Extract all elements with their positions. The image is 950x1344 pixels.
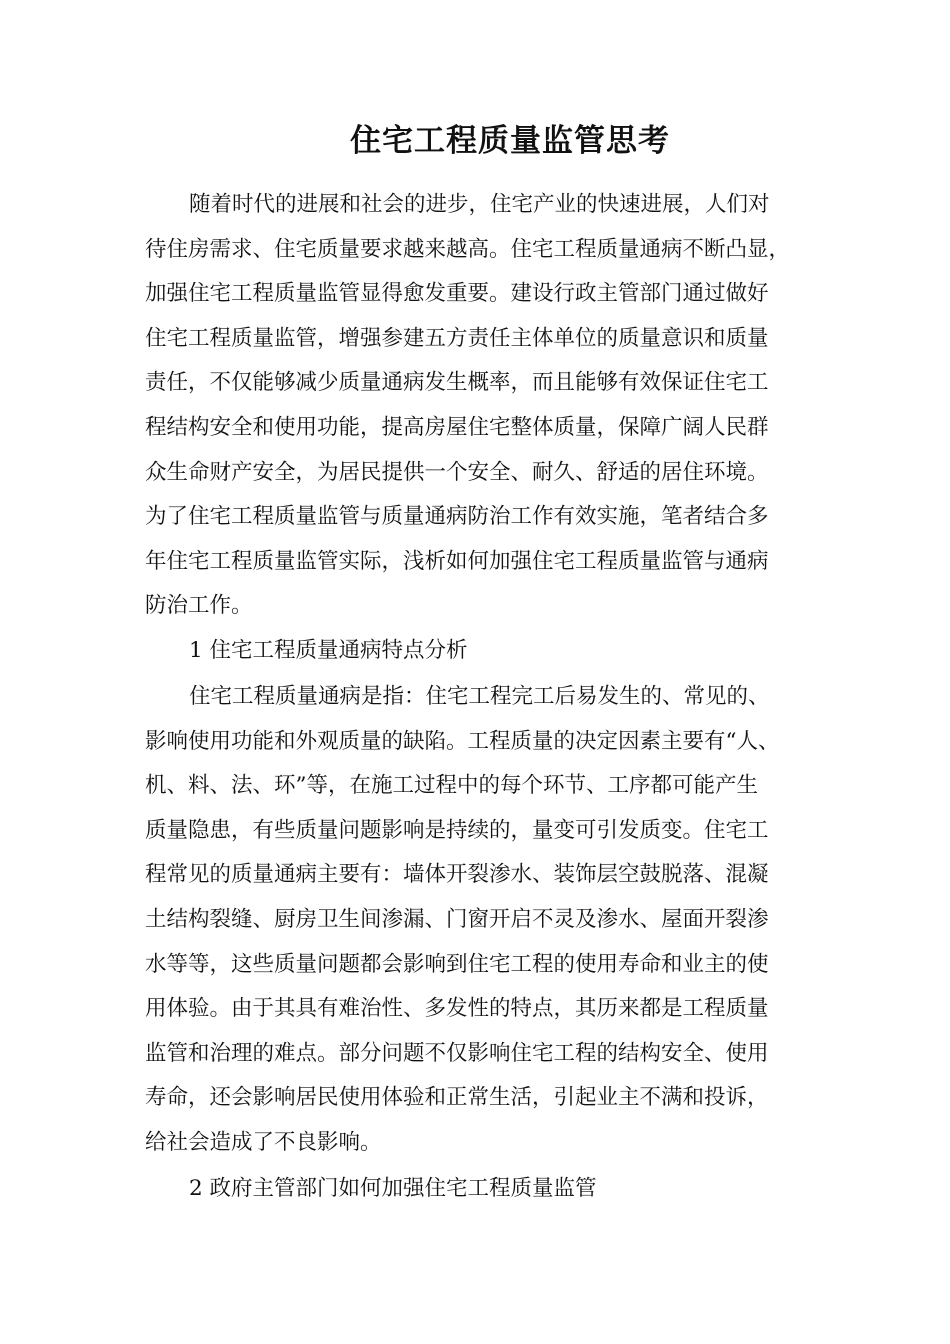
paragraph-line: 土结构裂缝、厨房卫生间渗漏、门窗开启不灵及渗水、屋面开裂渗 [145, 906, 769, 932]
paragraph-line: 为了住宅工程质量监管与质量通病防治工作有效实施，笔者结合多 [145, 504, 769, 530]
paragraph-line: 众生命财产安全，为居民提供一个安全、耐久、舒适的居住环境。 [145, 459, 769, 485]
paragraph-line: 年住宅工程质量监管实际，浅析如何加强住宅工程质量监管与通病 [145, 548, 769, 574]
paragraph-line: 防治工作。 [145, 593, 253, 619]
paragraph-line: 机、料、法、环”等，在施工过程中的每个环节、工序都可能产生 [145, 773, 758, 799]
section-heading-1 [145, 629, 835, 674]
paragraph-line: 程结构安全和使用功能，提高房屋住宅整体质量，保障广阔人民群 [145, 414, 769, 440]
paragraph-line: 责任，不仅能够减少质量通病发生概率，而且能够有效保证住宅工 [145, 370, 769, 396]
paragraph-line: 住宅工程质量通病是指：住宅工程完工后易发生的、常见的、 [189, 684, 770, 709]
section-heading-2 [145, 1167, 835, 1212]
paragraph-line: 住宅工程质量监管，增强参建五方责任主体单位的质量意识和质量 [145, 325, 769, 351]
section-heading: 1 住宅工程质量通病特点分析 [189, 638, 468, 663]
paragraph-line: 水等等，这些质量问题都会影响到住宅工程的使用寿命和业主的使 [145, 951, 769, 977]
paragraph-line: 待住房需求、住宅质量要求越来越高。住宅工程质量通病不断凸显， [145, 236, 791, 262]
paragraph-line: 影响使用功能和外观质量的缺陷。工程质量的决定因素主要有“人、 [145, 728, 780, 754]
section-heading: 2 政府主管部门如何加强住宅工程质量监管 [189, 1176, 597, 1201]
paragraph-defects [145, 675, 835, 1166]
paragraph-line: 加强住宅工程质量监管显得愈发重要。建设行政主管部门通过做好 [145, 281, 769, 307]
paragraph-line: 监管和治理的难点。部分问题不仅影响住宅工程的结构安全、使用 [145, 1040, 769, 1066]
paragraph-line: 随着时代的进展和社会的进步，住宅产业的快速进展，人们对 [189, 192, 770, 217]
paragraph-line: 程常见的质量通病主要有：墙体开裂渗水、装饰层空鼓脱落、混凝 [145, 862, 769, 888]
paragraph-line: 质量隐患，有些质量问题影响是持续的，量变可引发质变。住宅工 [145, 817, 769, 843]
paragraph-line: 用体验。由于其具有难治性、多发性的特点，其历来都是工程质量 [145, 996, 769, 1022]
paragraph-line: 寿命，还会影响居民使用体验和正常生活，引起业主不满和投诉， [145, 1085, 769, 1111]
paragraph-intro [145, 183, 835, 629]
paragraph-line: 给社会造成了不良影响。 [145, 1129, 382, 1155]
document-title: 住宅工程质量监管思考 [350, 123, 670, 159]
